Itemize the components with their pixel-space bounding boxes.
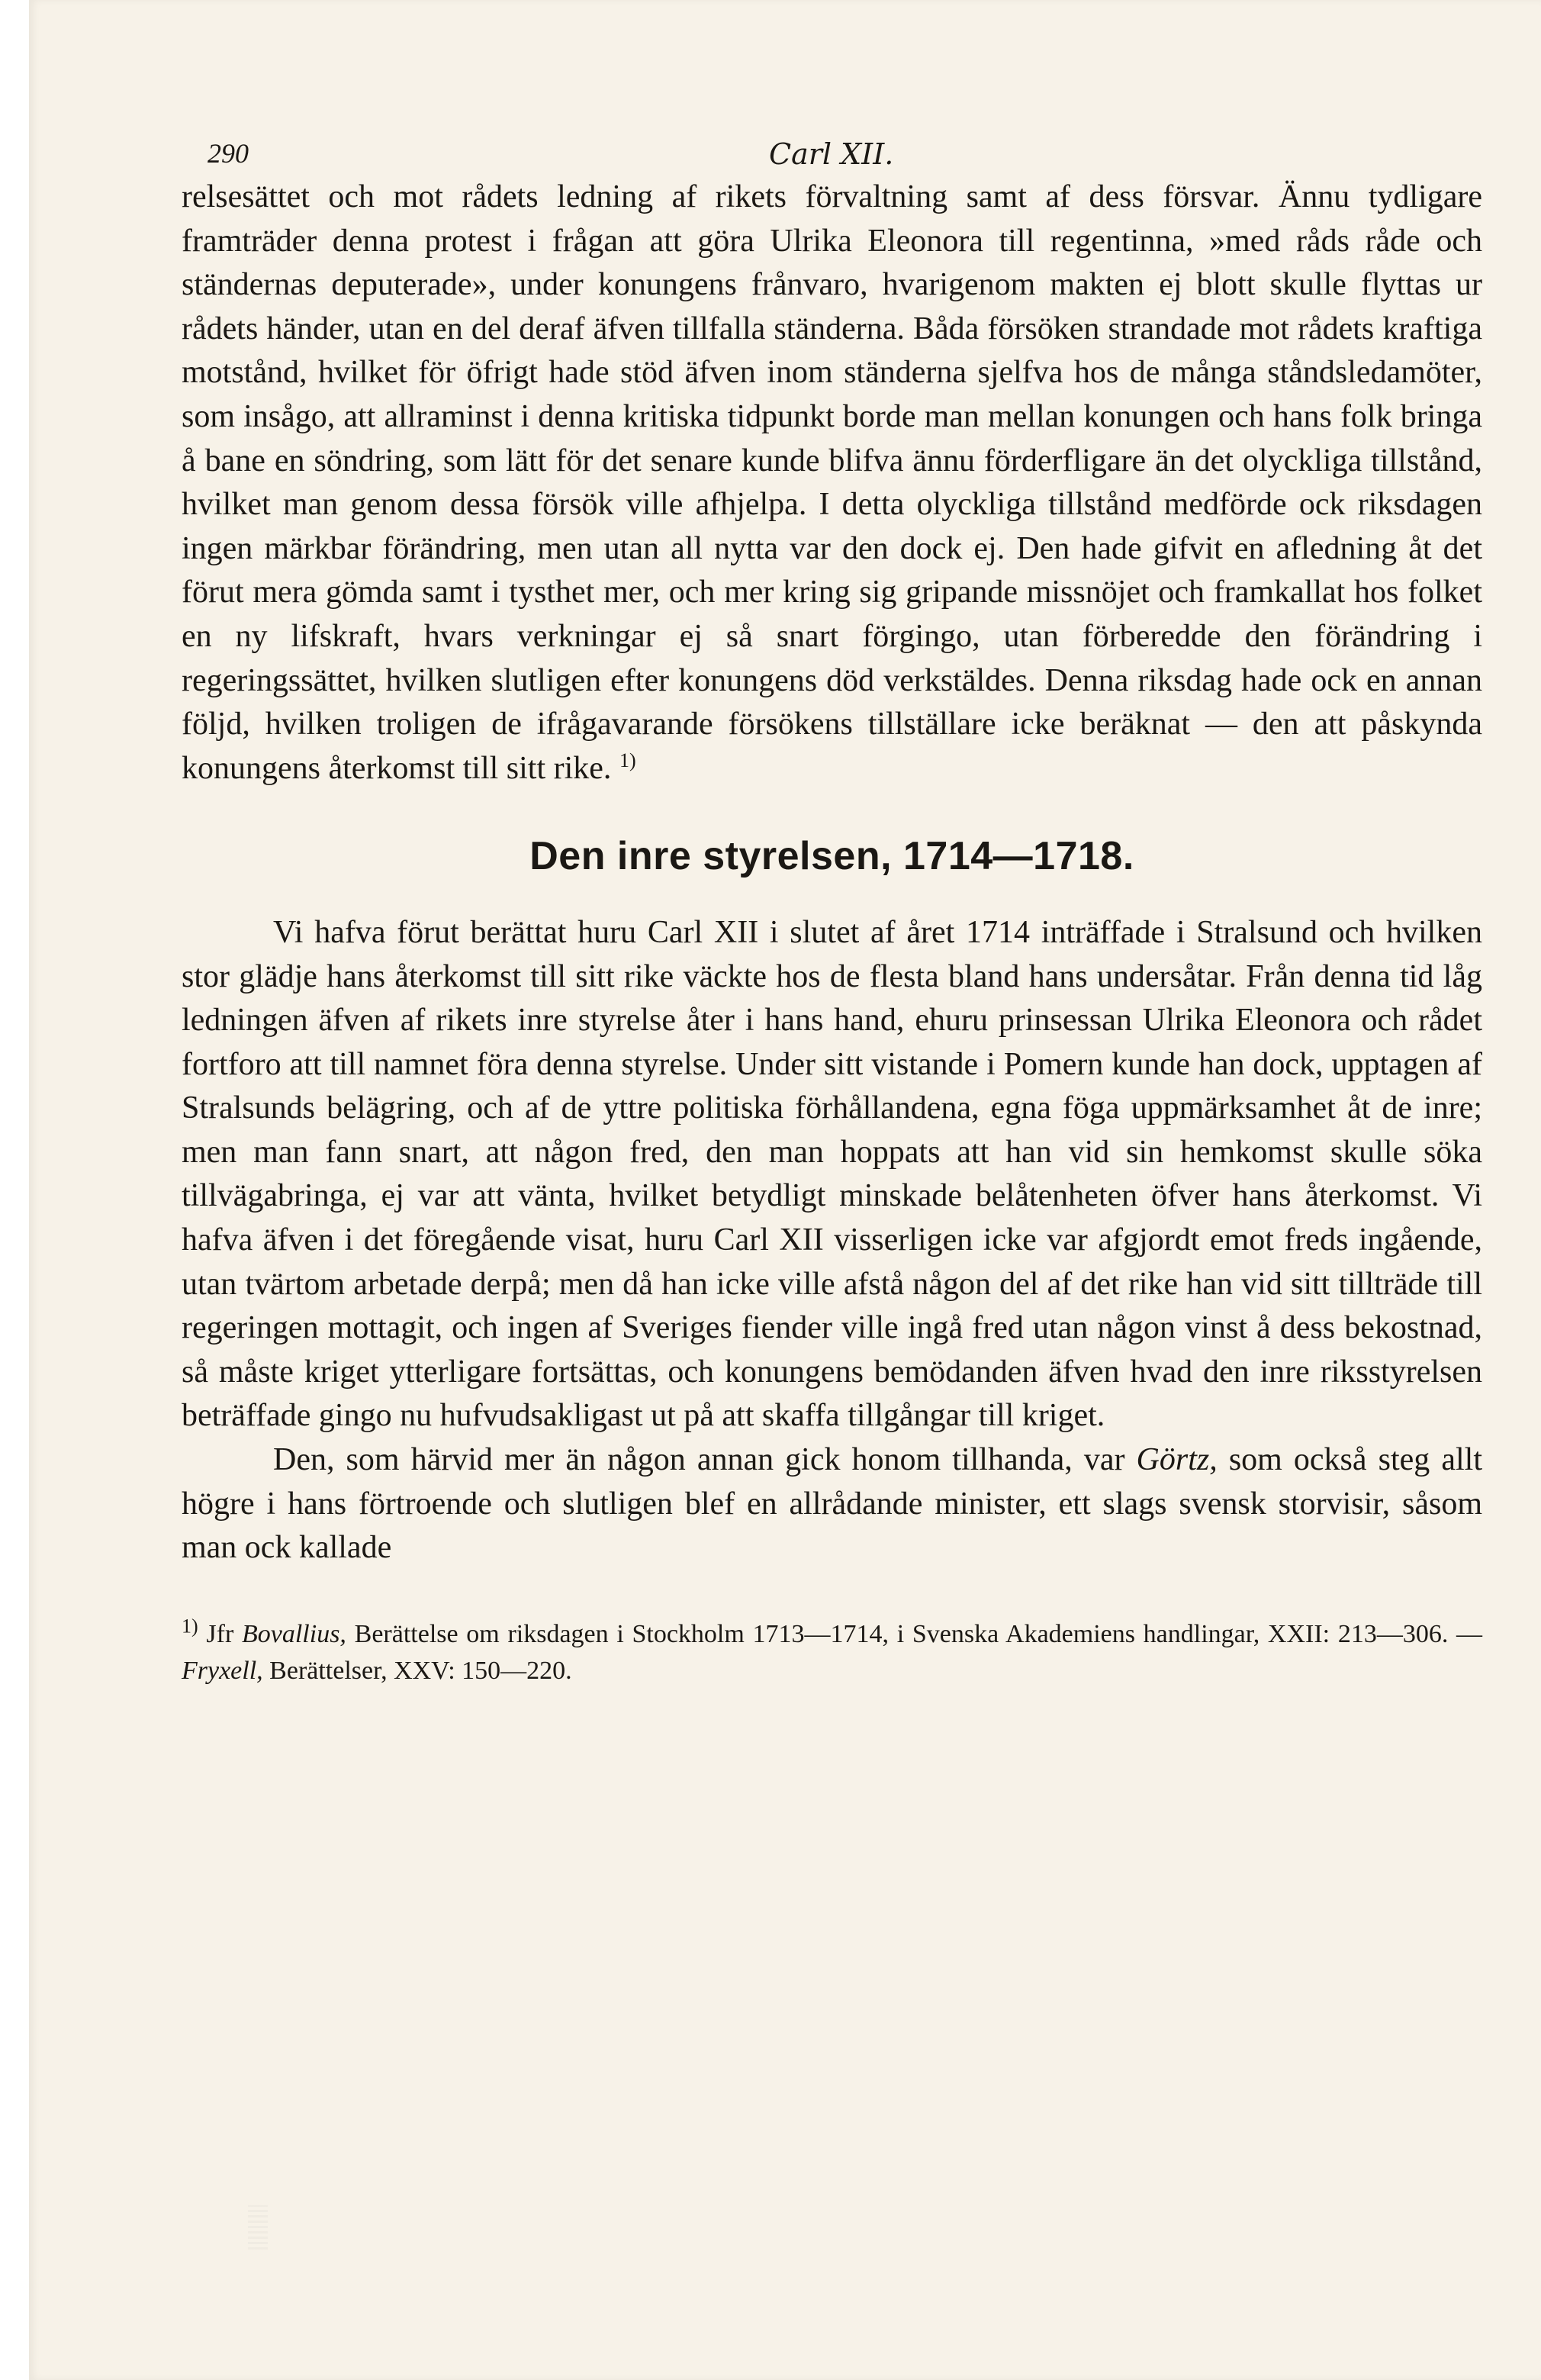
running-header xyxy=(182,122,1482,176)
footnote-author-2: Fryxell, xyxy=(182,1656,263,1685)
running-title: Carl XII. xyxy=(769,137,894,171)
footnote-text-1: Berättelse om riksdagen i Stockholm 1713—1714, i Svenska Akademiens handlingar, XXII: 213—306. — xyxy=(354,1619,1483,1648)
paragraph-3-rest: som också steg allt högre i hans förtroende och slutligen blef en allrådande minister, ett slags svensk storvisir, såsom man ock kallade xyxy=(182,1442,1482,1566)
paragraph-1 xyxy=(182,176,1482,791)
footnotes xyxy=(182,1616,1482,1689)
footnote-text-2: Berättelser, XXV: 150—220. xyxy=(269,1656,572,1685)
main-text xyxy=(182,176,1482,1570)
footnote-1 xyxy=(182,1616,1482,1689)
paragraph-2: Vi hafva förut berättat huru Carl XII i slutet af året 1714 inträffade i Stralsund och hvilken stor glädje hans återkomst till sitt rike väckte hos de flesta bland hans undersåtar. Från denna tid låg ledningen äfven af rikets inre styrelse åter i hans hand, ehuru prinsessan Ulrika Eleonora och rådet fortforo att till namnet föra denna styrelse. Under sitt vistande i Pomern kunde han dock, upptagen af Stralsunds belägring, och af de yttre politiska förhållandena, egna föga uppmärksamhet åt de inre; men man fann snart, att någon fred, den man hoppats att han vid sin hemkomst skulle söka tillvägabringa, ej var att vänta, hvilket betydligt minskade belåtenheten öfver hans återkomst. Vi hafva äfven i det föregående visat, huru Carl XII visserligen icke var afgjordt emot freds ingående, utan tvärtom arbetade derpå; men då han icke ville afstå någon del af det rike han vid sitt tillträde till regeringen mottagit, och ingen af Sveriges fiender ville ingå fred utan någon vinst å dess bekostnad, så måste kriget ytterligare fortsättas, och konungens bemödanden äfven hvad den inre riksstyrelsen beträffade gingo nu hufvudsakligast ut på att skaffa tillgångar till kriget. xyxy=(182,914,1482,1434)
footnote-marker: 1) xyxy=(182,1615,198,1638)
paragraph-1-text: relsesättet och mot rådets ledning af rikets förvaltning samt af dess försvar. Ännu tydligare framträder denna protest i frågan att göra Ulrika Eleonora till regentinna, »med råds råde och ständernas deputerade», under konungens frånvaro, hvarigenom makten ej blott skulle flyttas ur rådets händer, utan en del deraf äfven tillfalla ständerna. Båda försöken strandade mot rådets kraftiga motstånd, hvilket för öfrigt hade stöd äfven inom ständerna sjelfva hos de många ståndsledamöter, som insågo, att allraminst i denna kritiska tidpunkt borde man mellan konungen och hans folk bringa å bane en söndring, som lätt för det senare kunde blifva ännu förderfligare än det olyckliga tillstånd, hvilket man genom dessa försök ville afhjelpa. I detta olyckliga tillstånd medförde ock riksdagen ingen märkbar förändring, men utan all nytta var den dock ej. Den hade gifvit en afledning åt det förut mera gömda samt i tysthet mer, och mer kring sig gripande missnöjet och framkallat hos folket en ny lifskraft, hvars verkningar ej så snart förgingo, utan förberedde den förändring i regeringssättet, hvilken slutligen efter konungens död verkstäldes. Denna riksdag hade ock en annan följd, hvilken troligen de ifrågavarande försökens tillställare icke beräknat — den att påskynda konungens återkomst till sitt rike. xyxy=(182,179,1482,786)
page-content xyxy=(182,122,1482,1689)
paragraph-3-start: Den, som härvid mer än någon annan gick honom tillhanda, var xyxy=(273,1442,1125,1478)
section-heading: Den inre styrelsen, 1714—1718. xyxy=(529,834,1134,879)
page-number: 290 xyxy=(208,138,249,169)
footnote-reference: 1) xyxy=(619,749,636,771)
paper-mark xyxy=(248,2205,268,2250)
footnote-author-1: Bovallius, xyxy=(242,1619,346,1648)
footnote-prefix: Jfr xyxy=(206,1619,234,1648)
person-name-gortz: Görtz, xyxy=(1136,1442,1218,1478)
paragraph-3 xyxy=(182,1438,1482,1570)
book-page xyxy=(29,0,1541,2380)
